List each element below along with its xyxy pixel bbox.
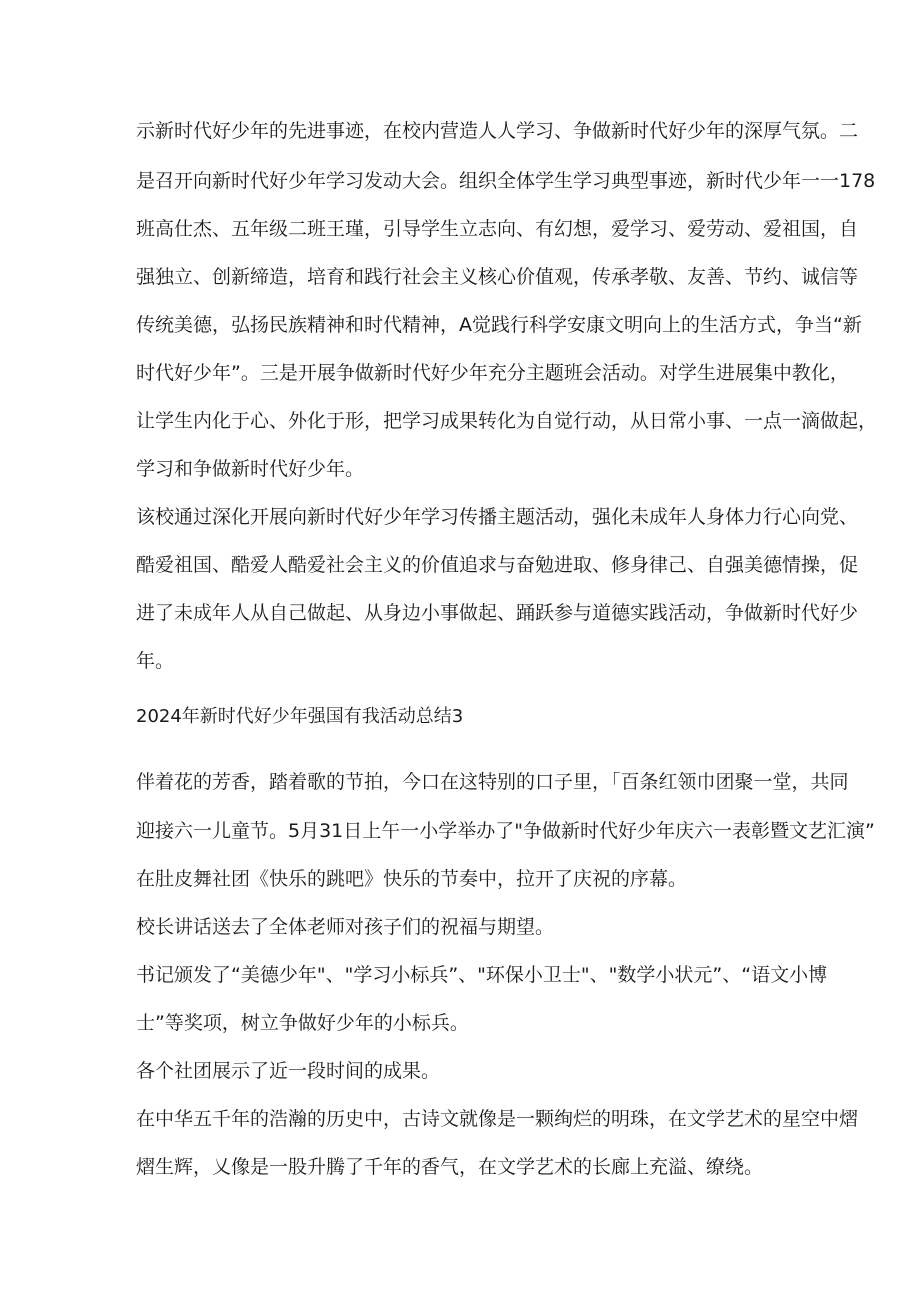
text-line: 进了未成年人从自己做起、从身边小事做起、踊跃参与道德实践活动，争做新时代好少 [136, 602, 859, 624]
text-line: 示新时代好少年的先进事迹，在校内营造人人学习、争做新时代好少年的深厚气氛。二 [136, 120, 859, 142]
text-line: 迎接六一儿童节。5月31日上午一小学举办了"争做新时代好少年庆六一表彰暨文艺汇演” [136, 820, 875, 842]
section-heading: 2024年新时代好少年强国有我活动总结3 [136, 706, 464, 727]
text-line: 班高仕杰、五年级二班王瑾，引导学生立志向、有幻想，爱学习、爱劳动、爱祖国，自 [136, 218, 859, 240]
text-line: 酷爱祖国、酷爱人酷爱社会主义的价值追求与奋勉进取、修身律己、自强美德情操，促 [136, 554, 859, 576]
text-line: 强独立、创新缔造，培育和践行社会主义核心价值观，传承孝敬、友善、节约、诚信等 [136, 266, 859, 288]
text-line: 让学生内化于心、外化于形，把学习成果转化为自觉行动，从日常小事、一点一滴做起， [136, 410, 878, 432]
text-line: 熠生辉，乂像是一股升腾了千年的香气，在文学艺术的长廊上充溢、缭绕。 [136, 1156, 764, 1178]
text-line: 各个社团展示了近一段时间的成果。 [136, 1060, 441, 1082]
text-line: 书记颁发了“美德少年"、"学习小标兵”、"环保小卫士"、"数学小状元”、“语文小博 [136, 964, 828, 986]
text-line: 该校通过深化开展向新时代好少年学习传播主题活动，强化未成年人身体力行心向党、 [136, 506, 859, 528]
text-line: 年。 [136, 650, 175, 672]
text-line: 学习和争做新时代好少年。 [136, 458, 365, 480]
text-line: 士”等奖项，树立争做好少年的小标兵。 [136, 1012, 469, 1034]
text-line: 是召开向新时代好少年学习发动大会。组织全体学生学习典型事迹，新时代少年一一178 [136, 170, 876, 192]
text-line: 在中华五千年的浩瀚的历史中，古诗文就像是一颗绚烂的明珠，在文学艺术的星空中熠 [136, 1108, 859, 1130]
text-line: 传统美德，弘扬民族精神和时代精神，A觉践行科学安康文明向上的生活方式，争当“新 [136, 314, 862, 336]
text-line: 校长讲话送去了全体老师对孩子们的祝福与期望。 [136, 916, 555, 938]
text-line: 伴着花的芳香，踏着歌的节拍，今口在这特别的口子里，「百条红领巾团聚一堂，共同 [136, 771, 849, 793]
text-line: 时代好少年”。三是开展争做新时代好少年充分主题班会活动。对学生进展集中教化， [136, 362, 849, 384]
text-line: 在肚皮舞社团《快乐的跳吧》快乐的节奏中，拉开了庆祝的序幕。 [136, 868, 688, 890]
